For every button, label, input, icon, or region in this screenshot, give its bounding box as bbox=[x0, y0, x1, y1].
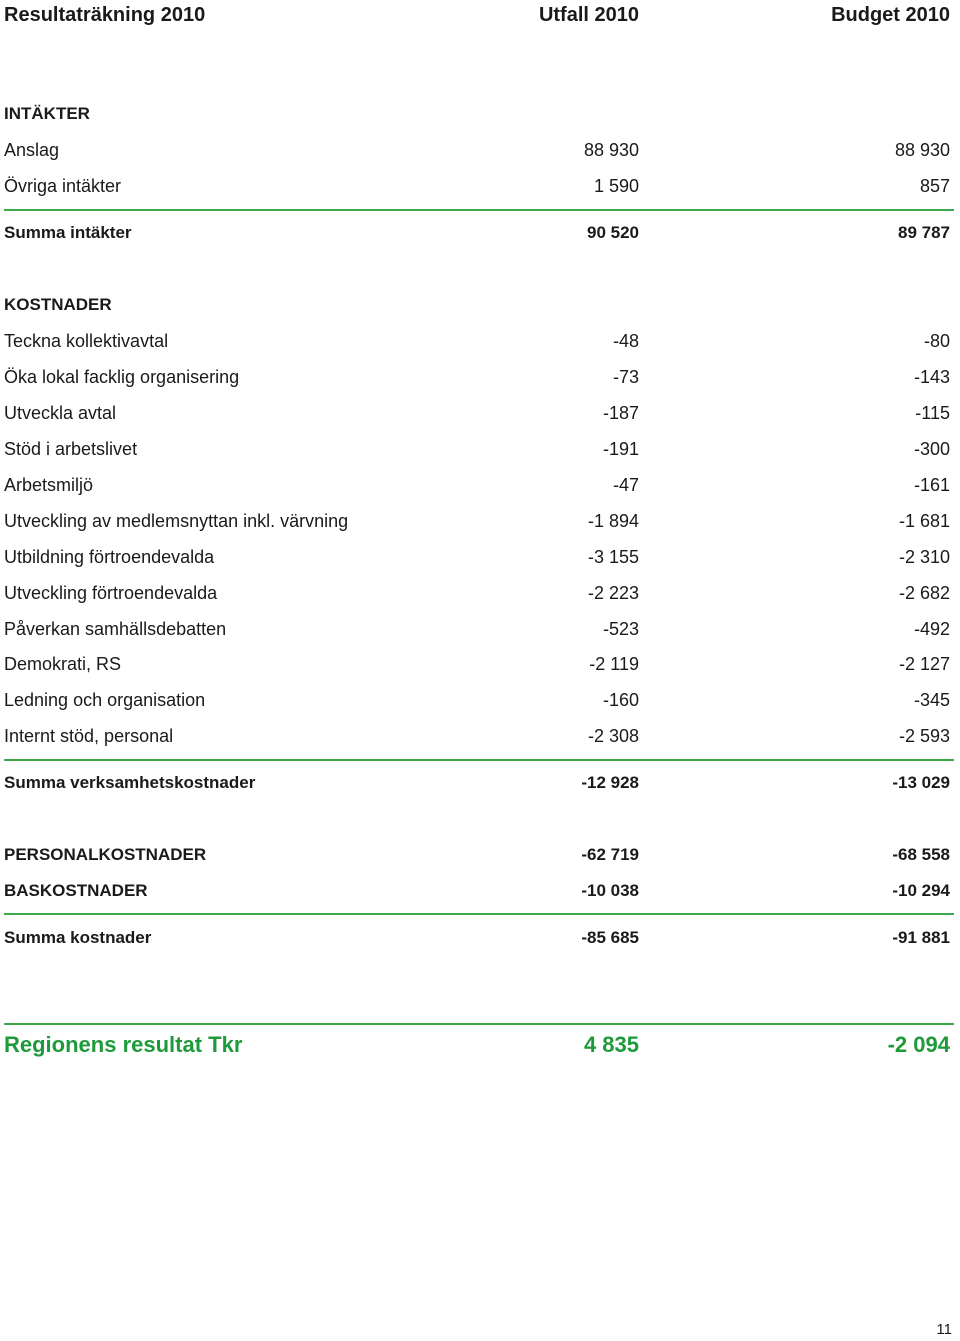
table-row bbox=[4, 578, 950, 608]
section-heading-costs bbox=[4, 290, 950, 320]
result-label: Regionens resultat Tkr bbox=[4, 1032, 243, 1057]
row-label: Stöd i arbetslivet bbox=[4, 439, 138, 459]
table-row bbox=[4, 506, 950, 536]
row-budget: -2 593 bbox=[898, 726, 950, 746]
row-budget: -300 bbox=[913, 439, 950, 459]
table-row bbox=[4, 326, 950, 356]
table-row bbox=[4, 171, 950, 201]
total-utfall: 90 520 bbox=[587, 223, 639, 242]
row-label: Ledning och organisation bbox=[4, 690, 206, 710]
total-budget: -91 881 bbox=[892, 928, 950, 947]
row-label: Internt stöd, personal bbox=[4, 726, 174, 746]
table-row bbox=[4, 614, 950, 644]
table-header bbox=[4, 0, 950, 30]
row-budget: -345 bbox=[913, 690, 950, 710]
row-budget: -115 bbox=[915, 403, 950, 423]
total-label: Summa kostnader bbox=[4, 928, 152, 947]
table-row bbox=[4, 685, 950, 715]
row-label: Teckna kollektivavtal bbox=[4, 331, 169, 351]
total-utfall: -85 685 bbox=[581, 928, 639, 947]
row-utfall: -47 bbox=[612, 475, 639, 495]
row-budget: -2 310 bbox=[898, 547, 950, 567]
row-utfall: -10 038 bbox=[581, 881, 639, 900]
row-utfall: -187 bbox=[602, 403, 639, 423]
table-row bbox=[4, 542, 950, 572]
row-budget: 88 930 bbox=[894, 140, 950, 160]
table-row bbox=[4, 721, 950, 751]
result-row bbox=[4, 1030, 950, 1060]
row-budget: -161 bbox=[913, 475, 950, 495]
row-utfall: -3 155 bbox=[587, 547, 639, 567]
total-label: Summa intäkter bbox=[4, 223, 132, 242]
table-row-base-costs bbox=[4, 876, 950, 906]
row-budget: 857 bbox=[919, 176, 950, 196]
table-row-personnel bbox=[4, 840, 950, 870]
total-row-income bbox=[4, 218, 950, 248]
result-utfall: 4 835 bbox=[583, 1032, 639, 1057]
divider-rule bbox=[4, 209, 954, 211]
table-row bbox=[4, 470, 950, 500]
result-budget: -2 094 bbox=[887, 1032, 950, 1057]
row-utfall: 88 930 bbox=[583, 140, 639, 160]
row-label: Övriga intäkter bbox=[4, 176, 122, 196]
divider-rule bbox=[4, 913, 954, 915]
row-utfall: -48 bbox=[612, 331, 639, 351]
total-label: Summa verksamhetskostnader bbox=[4, 773, 256, 792]
row-utfall: -1 894 bbox=[587, 511, 639, 531]
row-label: Öka lokal facklig organisering bbox=[4, 367, 240, 387]
total-row-all-costs bbox=[4, 923, 950, 953]
total-budget: -13 029 bbox=[892, 773, 950, 792]
row-label: PERSONALKOSTNADER bbox=[4, 845, 207, 864]
row-budget: -1 681 bbox=[898, 511, 950, 531]
row-utfall: -191 bbox=[602, 439, 639, 459]
total-row-costs bbox=[4, 768, 950, 798]
table-row bbox=[4, 434, 950, 464]
section-heading-label: INTÄKTER bbox=[4, 104, 90, 123]
total-budget: 89 787 bbox=[898, 223, 950, 242]
row-utfall: -160 bbox=[602, 690, 639, 710]
row-label: Utveckling av medlemsnyttan inkl. värvning bbox=[4, 511, 349, 531]
divider-rule bbox=[4, 759, 954, 761]
column-header-utfall: Utfall 2010 bbox=[538, 4, 639, 26]
row-budget: -10 294 bbox=[892, 881, 950, 900]
row-label: Påverkan samhällsdebatten bbox=[4, 619, 227, 639]
table-row bbox=[4, 398, 950, 428]
row-utfall: 1 590 bbox=[593, 176, 639, 196]
row-label: Utbildning förtroendevalda bbox=[4, 547, 215, 567]
section-heading-income bbox=[4, 99, 950, 129]
section-heading-label: KOSTNADER bbox=[4, 295, 112, 314]
row-label: Arbetsmiljö bbox=[4, 475, 94, 495]
row-utfall: -62 719 bbox=[581, 845, 639, 864]
row-utfall: -73 bbox=[612, 367, 639, 387]
total-utfall: -12 928 bbox=[581, 773, 639, 792]
row-utfall: -2 308 bbox=[587, 726, 639, 746]
row-budget: -68 558 bbox=[892, 845, 950, 864]
row-budget: -492 bbox=[913, 619, 950, 639]
row-label: Utveckla avtal bbox=[4, 403, 117, 423]
column-header-budget: Budget 2010 bbox=[831, 4, 950, 26]
row-budget: -80 bbox=[923, 331, 950, 351]
divider-rule bbox=[4, 1023, 954, 1025]
statement-title: Resultaträkning 2010 bbox=[4, 4, 206, 26]
row-label: Anslag bbox=[4, 140, 60, 160]
row-label: Utveckling förtroendevalda bbox=[4, 583, 218, 603]
row-budget: -2 682 bbox=[898, 583, 950, 603]
table-row bbox=[4, 362, 950, 392]
row-utfall: -2 119 bbox=[589, 654, 639, 674]
page-number: 11 bbox=[936, 1321, 952, 1338]
row-utfall: -523 bbox=[602, 619, 639, 639]
row-utfall: -2 223 bbox=[587, 583, 639, 603]
row-label: Demokrati, RS bbox=[4, 654, 122, 674]
table-row bbox=[4, 135, 950, 165]
table-row bbox=[4, 649, 950, 679]
row-budget: -143 bbox=[913, 367, 950, 387]
row-label: BASKOSTNADER bbox=[4, 881, 148, 900]
row-budget: -2 127 bbox=[898, 654, 950, 674]
